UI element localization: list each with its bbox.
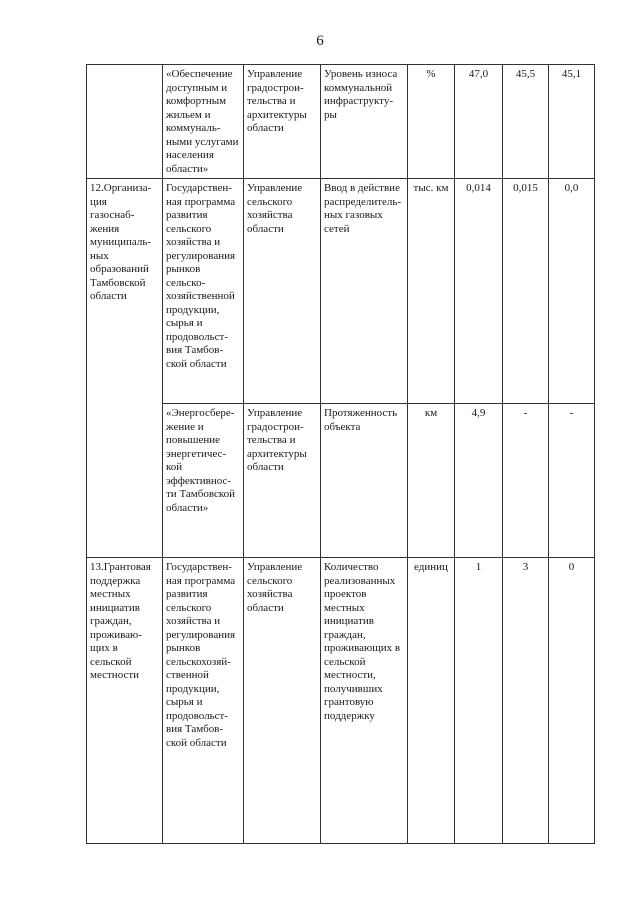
value-cell-2: - [503, 404, 549, 558]
indicator-cell: Уровень износа коммунальной инфраструкту- ры [321, 65, 408, 179]
activity-cell: 13.Грантовая поддержка местных инициатив граждан, проживаю- щих в сельской местности [87, 558, 163, 844]
value-cell-3: 0 [549, 558, 595, 844]
value-cell-3: 45,1 [549, 65, 595, 179]
unit-cell: единиц [408, 558, 455, 844]
value-cell-1: 47,0 [455, 65, 503, 179]
table-row [87, 179, 595, 404]
value-cell-1: 4,9 [455, 404, 503, 558]
value-cell-2: 0,015 [503, 179, 549, 404]
program-cell: «Энергосбере- жение и повышение энергетичес- кой эффективнос- ти Тамбовской области» [163, 404, 244, 558]
unit-cell: % [408, 65, 455, 179]
value-cell-1: 0,014 [455, 179, 503, 404]
indicator-cell: Количество реализованных проектов местных инициатив граждан, проживающих в сельской местности, получивших грантовую поддержку [321, 558, 408, 844]
page-number: 6 [316, 33, 324, 49]
unit-cell: км [408, 404, 455, 558]
indicator-cell: Протяженность объекта [321, 404, 408, 558]
indicator-cell: Ввод в действие распределитель- ных газовых сетей [321, 179, 408, 404]
value-cell-3: - [549, 404, 595, 558]
executor-cell: Управление градострои- тельства и архитектуры области [244, 65, 321, 179]
value-cell-2: 3 [503, 558, 549, 844]
program-table [86, 64, 595, 844]
executor-cell: Управление сельского хозяйства области [244, 179, 321, 404]
value-cell-3: 0,0 [549, 179, 595, 404]
table-row [87, 404, 595, 558]
program-cell: Государствен- ная программа развития сельского хозяйства и регулирования рынков сельскохозяй- ственной продукции, сырья и продовольст- вия Тамбов- ской области [163, 558, 244, 844]
value-cell-2: 45,5 [503, 65, 549, 179]
table-row [87, 558, 595, 844]
activity-cell [87, 65, 163, 179]
value-cell-1: 1 [455, 558, 503, 844]
program-cell: «Обеспечение доступным и комфортным жильем и коммуналь- ными услугами населения области» [163, 65, 244, 179]
executor-cell: Управление градострои- тельства и архитектуры области [244, 404, 321, 558]
unit-cell: тыс. км [408, 179, 455, 404]
activity-cell: 12.Организа- ция газоснаб- жения муниципаль- ных образований Тамбовской области [87, 179, 163, 558]
executor-cell: Управление сельского хозяйства области [244, 558, 321, 844]
program-cell: Государствен- ная программа развития сельского хозяйства и регулирования рынков сельско- хозяйственной продукции, сырья и продовольст- вия Тамбов- ской области [163, 179, 244, 404]
table-row [87, 65, 595, 179]
